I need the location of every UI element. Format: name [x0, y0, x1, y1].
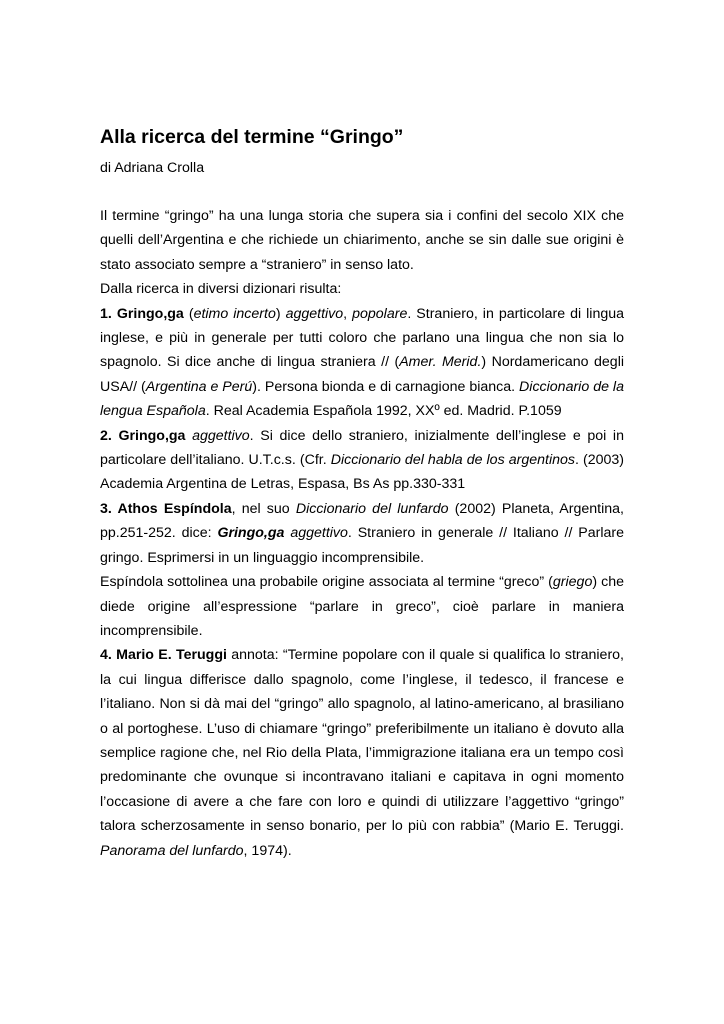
- lead-paragraph: Dalla ricerca in diversi dizionari risulta:: [100, 281, 342, 298]
- entry-3-italic: Diccionario del lunfardo: [295, 500, 449, 517]
- intro-paragraph: Il termine “gringo” ha una lunga storia che supera sia i confini del secolo XIX che quelli dell’Argentina e che richiede un chiarimento, anche se sin dalle sue origini è stato associato sempre a “straniero” in senso lato.: [100, 208, 624, 273]
- entry-2-text: . Si dice dello straniero, inizialmente dell’inglese e poi in particolare dell’italiano. U.T.c.s. (Cfr.: [100, 427, 624, 469]
- entry-3: [100, 497, 624, 570]
- entry-3-text: , nel suo: [231, 500, 296, 517]
- entry-1-text: . Real Academia Española 1992, XXº ed. Madrid. P.1059: [205, 403, 562, 420]
- document-title: Alla ricerca del termine “Gringo”: [100, 126, 404, 148]
- entry-1-italic: popolare: [352, 305, 408, 322]
- espindola-text: Espíndola sottolinea una probabile origine associata al termine “greco” (: [100, 574, 553, 591]
- entry-4-italic: Panorama del lunfardo: [100, 842, 244, 859]
- entry-4: [100, 643, 624, 863]
- entry-1-text: . Straniero, in particolare di lingua inglese, e più in generale per tutti coloro che parlano una lingua che non sia lo spagnolo. Si dice anche di lingua straniera // (: [100, 305, 624, 371]
- entry-3-bold-italic: Gringo,ga: [217, 525, 285, 542]
- entry-4-text: annota: “Termine popolare con il quale si qualifica lo straniero, la cui lingua differisce dallo spagnolo, come l’inglese, il tedesco, il francese e l’italiano. Non si dà mai del “gringo” allo spagnolo, al latino-americano, al brasiliano o al portoghese. L’uso di chiamare “gringo” preferibilmente un italiano è dovuto alla semplice ragione che, nel Rio della Plata, l’immigrazione italiana era un tempo così predominante che ovunque si incontravano italiani e capitava in ogni momento l’occasione di avere a che fare con loro e quindi di utilizzare l’aggettivo “gringo” talora scherzosamente in senso bonario, per lo più con rabbia” (Mario E. Teruggi.: [100, 647, 624, 835]
- entry-3-text: (2002) Planeta, Argentina, pp.251-252. dice:: [100, 500, 624, 542]
- entry-3-heading: 3. Athos Espíndola: [100, 500, 232, 517]
- entry-1-text: ). Persona bionda e di carnagione bianca.: [252, 378, 520, 395]
- author-line: di Adriana Crolla: [100, 160, 205, 176]
- entry-1-heading: 1. Gringo,ga: [100, 305, 184, 322]
- entry-1: [100, 302, 624, 424]
- entry-1-text: ,: [343, 305, 353, 322]
- entry-2: [100, 424, 624, 497]
- entry-2-italic: Diccionario del habla de los argentinos: [330, 452, 575, 469]
- espindola-paragraph: [100, 570, 624, 643]
- entry-1-text: (: [183, 305, 194, 322]
- entry-1-text: ): [275, 305, 286, 322]
- entry-1-italic: Argentina e Perú: [145, 378, 253, 395]
- entry-3-italic: aggettivo: [290, 525, 348, 542]
- entry-1-text: ) Nordamericano degli USA// (: [100, 354, 624, 395]
- espindola-italic: griego: [552, 574, 593, 591]
- entry-2-italic: aggettivo: [192, 427, 250, 444]
- entry-1-italic: Amer. Merid.: [399, 354, 482, 371]
- entry-1-italic: aggettivo: [285, 305, 344, 322]
- entry-4-heading: 4. Mario E. Teruggi: [100, 647, 227, 664]
- entry-3-text: . Straniero in generale // Italiano // Parlare gringo. Esprimersi in un linguaggio incomprensibile.: [100, 525, 624, 566]
- entry-1-italic: etimo incerto: [193, 305, 276, 322]
- espindola-text: ) che diede origine all’espressione “parlare in greco”, cioè parlare in maniera incomprensibile.: [100, 574, 624, 639]
- entry-2-text: . (2003) Academia Argentina de Letras, Espasa, Bs As pp.330-331: [100, 452, 624, 493]
- document-body: [100, 204, 624, 863]
- entry-1-italic: Diccionario de la lengua Española: [100, 378, 624, 420]
- entry-2-heading: 2. Gringo,ga: [100, 427, 186, 444]
- entry-4-text: , 1974).: [243, 842, 292, 859]
